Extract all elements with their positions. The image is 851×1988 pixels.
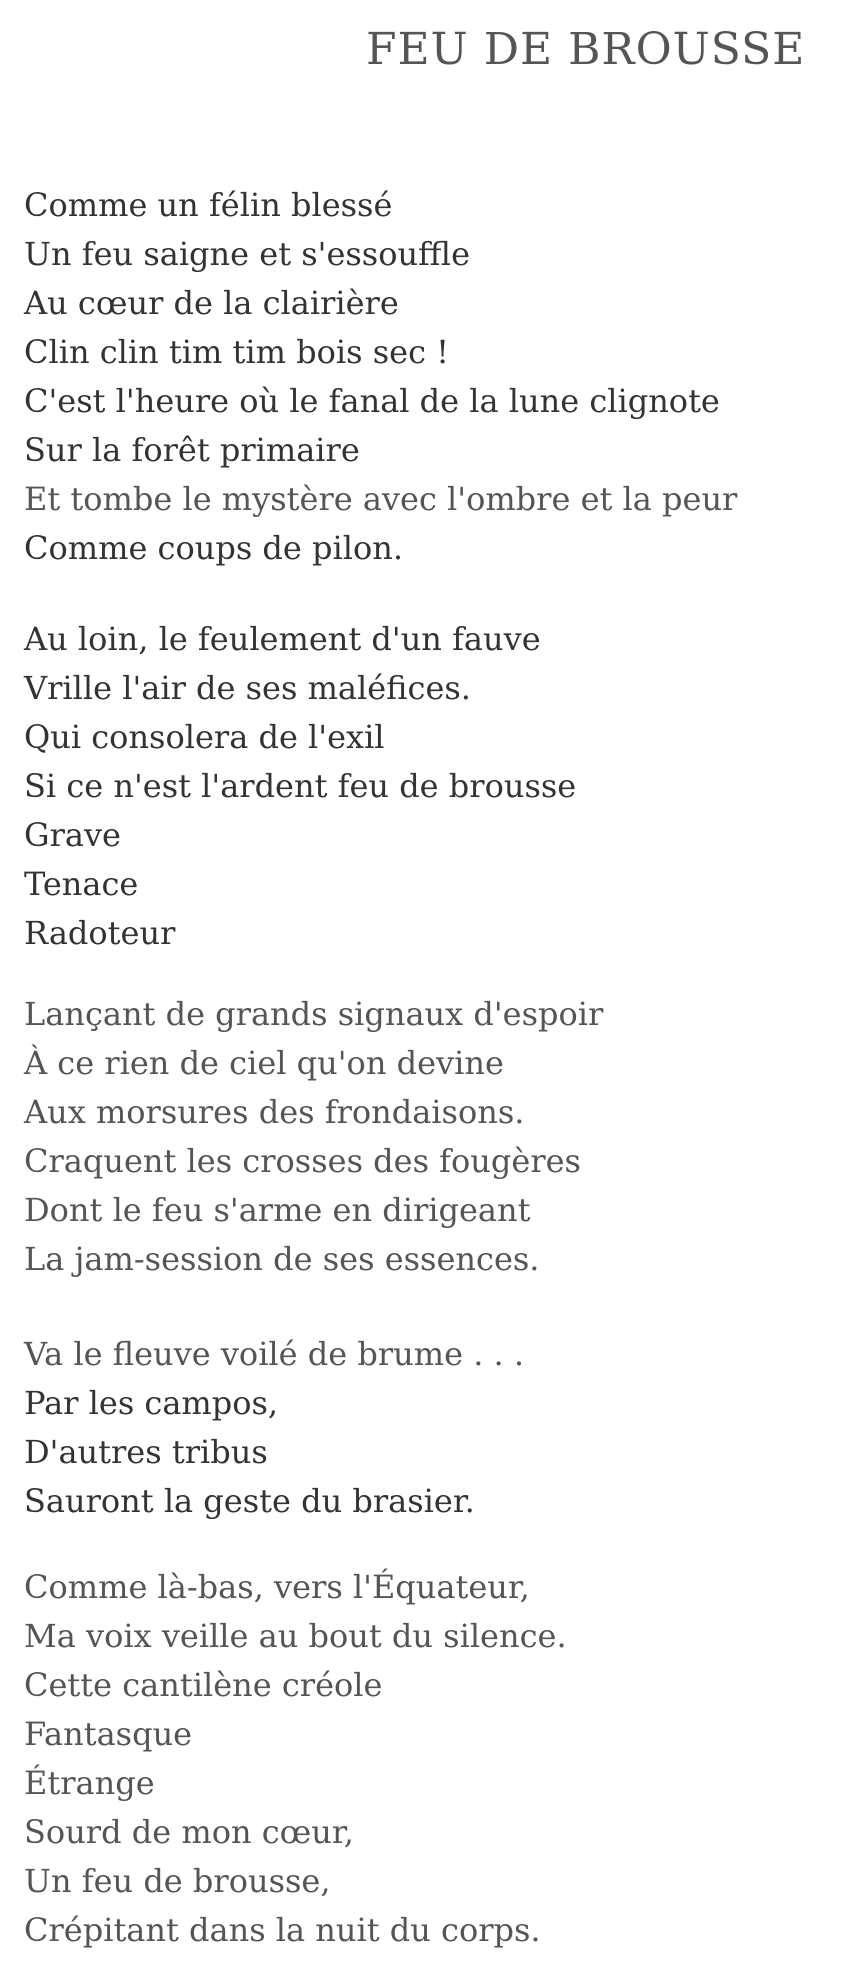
verse-line: Dont le feu s'arme en dirigeant [24,1191,531,1229]
verse-line: Crépitant dans la nuit du corps. [24,1911,541,1949]
verse-line: Grave [24,816,121,854]
verse-line: Comme là-bas, vers l'Équateur, [24,1568,530,1606]
verse-line: Va le fleuve voilé de brume . . . [24,1335,525,1373]
verse-line: Aux morsures des frondaisons. [24,1093,525,1131]
verse-line: Fantasque [24,1715,193,1753]
verse-line: Au loin, le feulement d'un fauve [24,620,541,658]
verse-line: Radoteur [24,914,176,952]
verse-line: La jam-session de ses essences. [24,1240,540,1278]
verse-line: Au cœur de la clairière [24,284,399,322]
stanza-1 [24,181,737,573]
verse-line: Par les campos, [24,1384,279,1422]
stanza-3 [24,990,603,1284]
verse-line: Ma voix veille au bout du silence. [24,1617,567,1655]
verse-line: C'est l'heure où le fanal de la lune clignote [24,382,720,420]
verse-line: Clin clin tim tim bois sec ! [24,333,450,371]
verse-line: Comme un félin blessé [24,186,393,224]
verse-line: Sourd de mon cœur, [24,1813,354,1851]
verse-line: Sur la forêt primaire [24,431,360,469]
verse-line: Vrille l'air de ses maléfices. [24,669,471,707]
stanza-2 [24,615,576,958]
verse-line: Lançant de grands signaux d'espoir [24,995,604,1033]
verse-line: Un feu saigne et s'essouffle [24,235,470,273]
verse-line: Tenace [24,865,139,903]
verse-line: À ce rien de ciel qu'on devine [24,1044,504,1082]
stanza-4 [24,1330,524,1526]
verse-line: Cette cantilène créole [24,1666,383,1704]
verse-line: Sauront la geste du brasier. [24,1482,475,1520]
verse-line: D'autres tribus [24,1433,268,1471]
poem-title: FEU DE BROUSSE [366,24,806,75]
verse-line: Étrange [24,1764,155,1802]
stanza-5 [24,1563,567,1955]
verse-line: Comme coups de pilon. [24,529,404,567]
verse-line: Craquent les crosses des fougères [24,1142,581,1180]
verse-line: Qui consolera de l'exil [24,718,385,756]
verse-line: Un feu de brousse, [24,1862,331,1900]
verse-line: Si ce n'est l'ardent feu de brousse [24,767,577,805]
verse-line: Et tombe le mystère avec l'ombre et la peur [24,480,738,518]
